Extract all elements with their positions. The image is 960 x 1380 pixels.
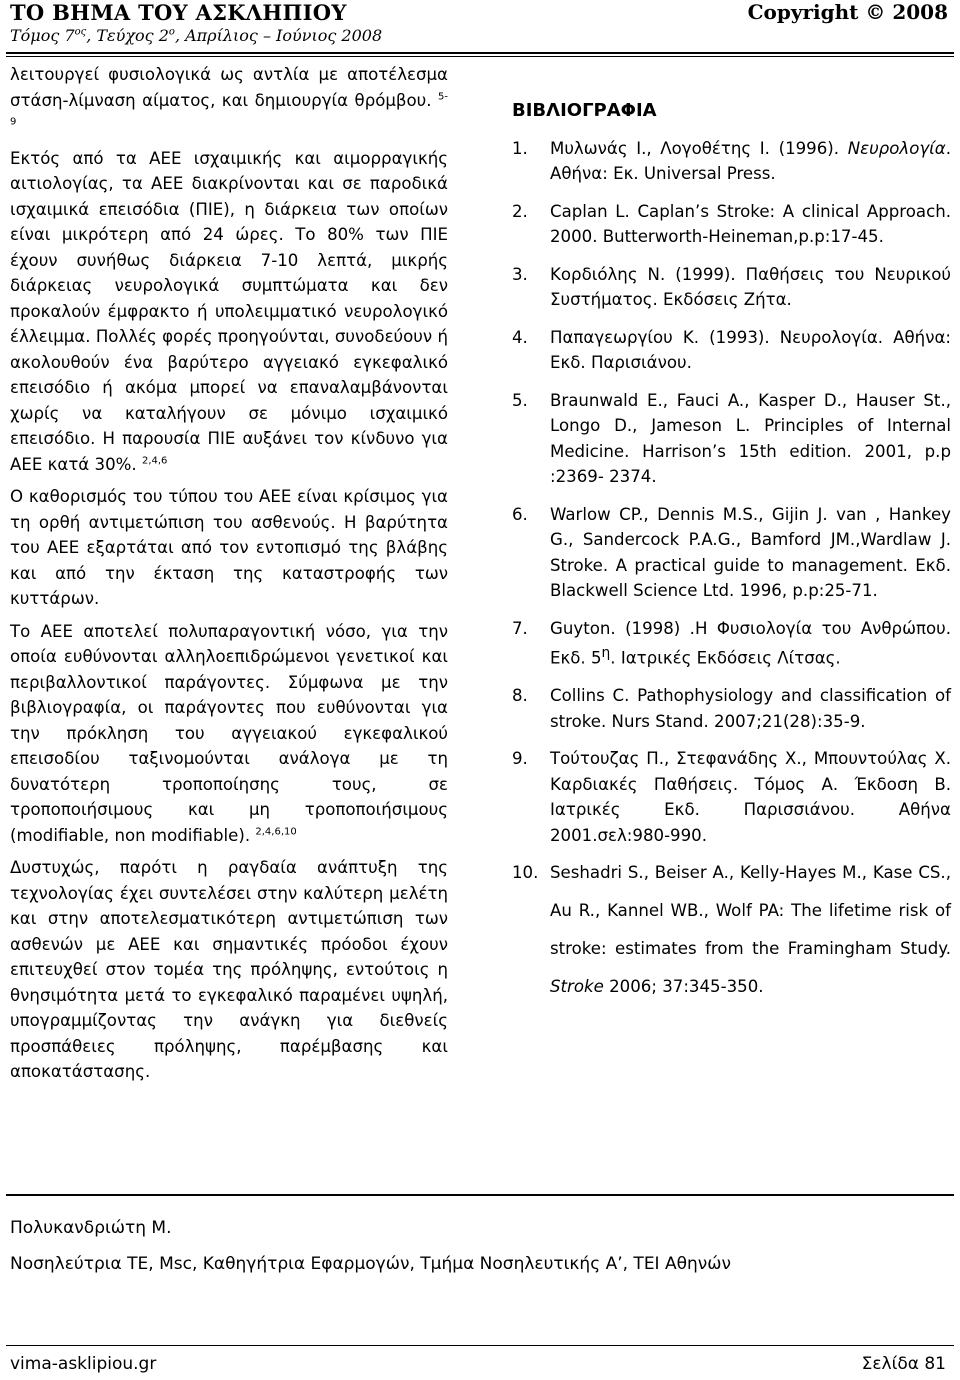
issue-volume-sup: ος <box>74 26 87 38</box>
reference-text: Κορδιόλης Ν. (1999). Παθήσεις του Νευρικού Συστήματος. Εκδόσεις Ζήτα. <box>550 264 951 309</box>
reference-item <box>512 388 951 490</box>
paragraph-2-text: Εκτός από τα ΑΕΕ ισχαιμικής και αιμορραγικής αιτιολογίας, τα ΑΕΕ διακρίνονται και σε παροδικά ισχαιμικά επεισόδια (ΠΙΕ), η διάρκεια των οποίων είναι μικρότερη από 24 ώρες. Το 80% των ΠΙΕ έχουν συνήθως διάρκεια 7-10 λεπτά, μικρής διάρκειας νευρολογικά συμπτώματα και δεν προκαλούν έμφρακτο ή υπολειμματικό νευρολογικό έλλειμμα. Πολλές φορές προηγούνται, συνοδεύουν ή ακολουθούν ένα βαρύτερο αγγειακό εγκεφαλικό επεισόδιο ή ακόμα μπορεί να επαναλαμβάνονται χωρίς να καταλήγουν σε μόνιμο ισχαιμικό επεισόδιο. Η παρουσία ΠΙΕ αυξάνει τον κίνδυνο για ΑΕΕ κατά 30%. <box>10 148 448 474</box>
paragraph-1-text: λειτουργεί φυσιολογικά ως αντλία με αποτέλεσμα στάση-λίμναση αίματος, και δημιουργία θρόμβου. <box>10 65 448 110</box>
reference-number: 8. <box>512 686 528 706</box>
reference-text-tail: . Αθήνα: Εκ. Universal Press. <box>550 138 951 183</box>
header-rule <box>6 52 954 54</box>
journal-title: ΤΟ ΒΗΜΑ ΤΟΥ ΑΣΚΛΗΠΙΟΥ <box>10 0 347 25</box>
reference-italic: Νευρολογία <box>847 138 946 158</box>
reference-text: Παπαγεωργίου Κ. (1993). Νευρολογία. Αθήνα: Εκδ. Παρισιάνου. <box>550 327 951 372</box>
reference-item <box>512 746 951 848</box>
right-column <box>512 98 951 1018</box>
page-number: Σελίδα 81 <box>861 1354 946 1374</box>
issue-number: , Τεύχος 2 <box>86 26 169 45</box>
left-column <box>10 62 448 1092</box>
reference-text: Guyton. (1998) .Η Φυσιολογία του Ανθρώπου. Εκδ. 5 <box>550 618 951 668</box>
issue-volume: Τόμος 7 <box>10 26 75 45</box>
author-affiliation: Νοσηλεύτρια ΤΕ, Msc, Καθηγήτρια Εφαρμογών, Τμήμα Νοσηλευτικής Α’, ΤΕΙ Αθηνών <box>10 1254 732 1274</box>
issue-number-sup: ο <box>168 26 175 38</box>
reference-number: 2. <box>512 201 528 221</box>
reference-number: 7. <box>512 618 528 638</box>
reference-text-tail: . Ιατρικές Εκδόσεις Λίτσας. <box>610 648 841 668</box>
reference-number: 10. <box>512 863 539 883</box>
paragraph-4 <box>10 619 448 849</box>
reference-text: Seshadri S., Beiser A., Kelly-Hayes M., Kase CS., Au R., Kannel WB., Wolf PA: The lifetime risk of stroke: estimates from the Framingham Study. <box>550 863 951 959</box>
page-footer-rule <box>6 1345 954 1346</box>
reference-text: Braunwald E., Fauci A., Kasper D., Hauser St., Longo D., Jameson L. Principles of Internal Medicine. Harrison’s 15th edition. 2001, p.p :2369- 2374. <box>550 390 951 486</box>
reference-item <box>512 262 951 313</box>
website-link[interactable]: vima-asklipiou.gr <box>10 1354 157 1374</box>
paragraph-3: Ο καθορισμός του τύπου του ΑΕΕ είναι κρίσιμος για τη ορθή αντιμετώπιση του ασθενούς. Η βαρύτητα του ΑΕΕ εξαρτάται από τον εντοπισμό της βλάβης και από την έκταση της καταστροφής των κυττάρων. <box>10 487 448 608</box>
citation-ref: 2,4,6 <box>141 454 168 466</box>
reference-item <box>512 325 951 376</box>
reference-item <box>512 616 951 672</box>
reference-number: 3. <box>512 264 528 284</box>
reference-sup: η <box>601 645 611 661</box>
reference-text-tail: 2006; 37:345-350. <box>603 977 764 997</box>
bibliography-title: ΒΙΒΛΙΟΓΡΑΦΙΑ <box>512 100 657 121</box>
reference-item <box>512 136 951 187</box>
issue-date: , Απρίλιος – Ιούνιος 2008 <box>174 26 383 45</box>
reference-list <box>512 136 951 1007</box>
reference-text: Τούτουζας Π., Στεφανάδης Χ., Μπουντούλας Χ. Καρδιακές Παθήσεις. Τόμος Α. Έκδοση Β. Ιατρικές Εκδ. Παρισσιάνου. Αθήνα 2001.σελ:980-990. <box>550 749 951 845</box>
paragraph-2 <box>10 146 448 478</box>
reference-number: 4. <box>512 327 528 347</box>
reference-item <box>512 854 951 1006</box>
reference-italic: Stroke <box>550 977 604 997</box>
reference-number: 1. <box>512 138 528 158</box>
paragraph-5: Δυστυχώς, παρότι η ραγδαία ανάπτυξη της τεχνολογίας έχει συντελέσει στην καλύτερη μελέτη και στην αποτελεσματικότερη αντιμετώπιση των ασθενών με ΑΕΕ και σημαντικές πρόοδοι έχουν επιτευχθεί στον τομέα της πρόληψης, εντούτοις η θνησιμότητα μετά το εγκεφαλικό παραμένει υψηλή, υπογραμμίζοντας την ανάγκη για διεθνείς προσπάθειες πρόληψης, παρέμβασης και αποκατάστασης. <box>10 858 448 1081</box>
paragraph-4-text: Το ΑΕΕ αποτελεί πολυπαραγοντική νόσο, για την οποία ευθύνονται αλληλοεπιδρώμενοι γενετικοί και περιβαλλοντικοί παράγοντες. Σύμφωνα με την βιβλιογραφία, οι παράγοντες που ευθύνονται για την πρόκληση του αγγειακού εγκεφαλικού επεισοδίου ταξινομούνται ανάλογα με τη δυνατότερη τροποποίησης τους, σε τροποποιήσιμους και μη τροποποιήσιμους (modifiable, non modifiable). <box>10 621 448 845</box>
citation-ref: 2,4,6,10 <box>255 825 297 837</box>
footer-rule <box>6 1194 954 1196</box>
reference-text: Μυλωνάς Ι., Λογοθέτης Ι. (1996). <box>550 138 848 158</box>
reference-item <box>512 683 951 734</box>
issue-info <box>10 26 382 45</box>
reference-item <box>512 199 951 250</box>
paragraph-1 <box>10 62 448 139</box>
citation-ref: 5-9 <box>10 90 448 128</box>
reference-number: 9. <box>512 749 528 769</box>
reference-text: Caplan L. Caplan’s Stroke: A clinical Approach. 2000. Butterworth-Heineman,p.p:17-45. <box>550 201 951 246</box>
page-header <box>0 0 960 52</box>
reference-text: Collins C. Pathophysiology and classification of stroke. Nurs Stand. 2007;21(28):35-9. <box>550 686 951 731</box>
reference-item <box>512 502 951 604</box>
copyright-notice: Copyright © 2008 <box>747 0 948 24</box>
reference-text: Warlow CP., Dennis M.S., Gijin J. van , Hankey G., Sandercock P.A.G., Bamford JM.,Wardlaw J. Stroke. A practical guide to management. Εκδ. Blackwell Science Ltd. 1996, p.p:25-71. <box>550 504 951 600</box>
reference-number: 6. <box>512 504 528 524</box>
author-name: Πολυκανδριώτη Μ. <box>10 1218 172 1238</box>
header-rule-thin <box>6 56 954 57</box>
reference-number: 5. <box>512 390 528 410</box>
